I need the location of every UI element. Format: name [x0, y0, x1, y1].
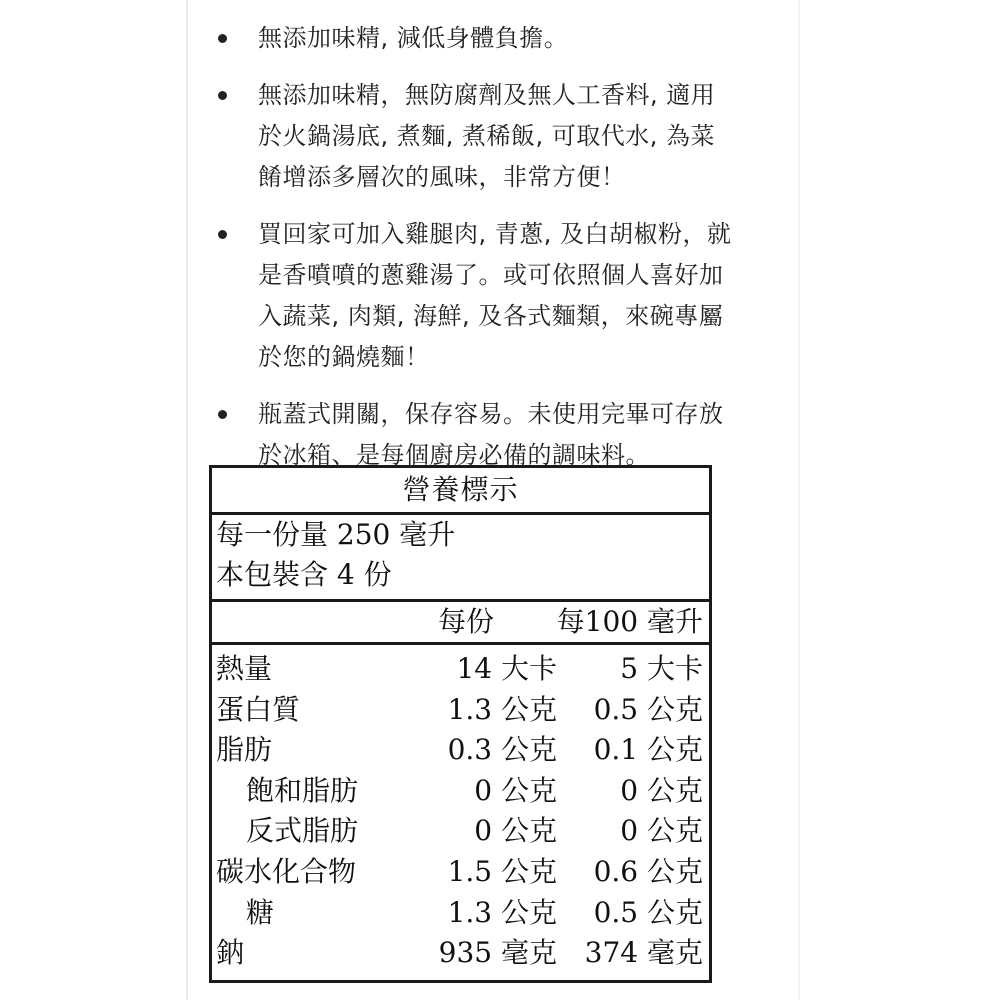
nutrition-row-sodium	[212, 933, 709, 974]
bullet-text-line: 無添加味精, 減低身體負擔。	[258, 24, 569, 52]
nutrient-label: 飽和脂肪	[246, 773, 359, 807]
nutrient-per-100ml: 374 毫克	[584, 936, 703, 970]
nutrition-row-calories	[212, 649, 709, 690]
nutrient-label: 蛋白質	[216, 692, 301, 726]
nutrition-row-trans-fat	[212, 811, 709, 852]
nutrient-per-serving: 1.5 公克	[447, 854, 557, 888]
bullet-text-line: 無添加味精，無防腐劑及無人工香料, 適用	[258, 81, 716, 109]
nutrient-per-serving: 0 公克	[474, 773, 557, 807]
nutrient-label: 脂肪	[216, 733, 273, 767]
column-header-per-100ml: 每100 毫升	[556, 605, 703, 638]
feature-bullet-3	[212, 214, 792, 378]
feature-bullet-4	[212, 394, 792, 476]
nutrient-per-100ml: 0.5 公克	[593, 692, 703, 726]
nutrition-rows	[212, 645, 709, 974]
nutrition-row-fat	[212, 730, 709, 771]
bullet-text-line: 是香噴噴的蔥雞湯了。或可依照個人喜好加	[258, 261, 724, 289]
bullet-dot-icon	[218, 34, 227, 43]
nutrient-label: 熱量	[216, 652, 273, 685]
bullet-text-line: 買回家可加入雞腿肉, 青蔥, 及白胡椒粉，就	[258, 220, 732, 248]
nutrition-title: 營養標示	[212, 468, 709, 515]
bullet-text-line: 入蔬菜, 肉類, 海鮮, 及各式麵類，來碗專屬	[258, 302, 724, 330]
nutrient-per-serving: 14 大卡	[456, 652, 557, 685]
nutrient-per-serving: 0 公克	[474, 814, 557, 848]
feature-bullet-2	[212, 75, 792, 198]
nutrient-per-100ml: 5 大卡	[620, 652, 703, 685]
servings-per-package: 本包裝含 4 份	[216, 558, 392, 591]
nutrient-label: 鈉	[216, 936, 245, 970]
nutrient-label: 糖	[246, 895, 275, 929]
nutrition-facts-table	[209, 465, 712, 983]
nutrient-per-serving: 1.3 公克	[447, 692, 557, 726]
bullet-dot-icon	[218, 410, 227, 419]
nutrient-per-100ml: 0 公克	[620, 814, 703, 848]
nutrition-row-protein	[212, 690, 709, 731]
bullet-text-line: 餚增添多層次的風味，非常方便！	[258, 163, 626, 191]
bullet-dot-icon	[218, 230, 227, 239]
nutrient-per-100ml: 0.5 公克	[593, 895, 703, 929]
nutrition-row-saturated-fat	[212, 771, 709, 812]
nutrition-column-headers	[212, 602, 709, 645]
nutrient-per-serving: 1.3 公克	[447, 895, 557, 929]
nutrient-per-100ml: 0 公克	[620, 773, 703, 807]
feature-bullet-list	[212, 18, 792, 492]
bullet-text-line: 於冰箱、是每個廚房必備的調味料。	[258, 441, 650, 469]
column-header-per-serving: 每份	[437, 605, 494, 638]
nutrition-row-sugar	[212, 893, 709, 934]
serving-info	[212, 515, 709, 602]
nutrient-per-serving: 935 毫克	[438, 936, 557, 970]
bullet-text-line: 瓶蓋式開關，保存容易。未使用完畢可存放	[258, 400, 724, 428]
bullet-text-line: 於您的鍋燒麵！	[258, 343, 430, 371]
bullet-dot-icon	[218, 91, 227, 100]
right-divider	[798, 0, 800, 1000]
nutrition-row-carbohydrate	[212, 852, 709, 893]
nutrient-label: 反式脂肪	[246, 814, 359, 848]
serving-size: 每一份量 250 毫升	[216, 518, 456, 551]
nutrient-per-100ml: 0.1 公克	[593, 733, 703, 767]
nutrient-per-serving: 0.3 公克	[447, 733, 557, 767]
nutrient-per-100ml: 0.6 公克	[593, 854, 703, 888]
bullet-text-line: 於火鍋湯底, 煮麵, 煮稀飯, 可取代水, 為菜	[258, 122, 716, 150]
left-divider	[186, 0, 188, 1000]
nutrient-label: 碳水化合物	[216, 854, 357, 888]
feature-bullet-1	[212, 18, 792, 59]
